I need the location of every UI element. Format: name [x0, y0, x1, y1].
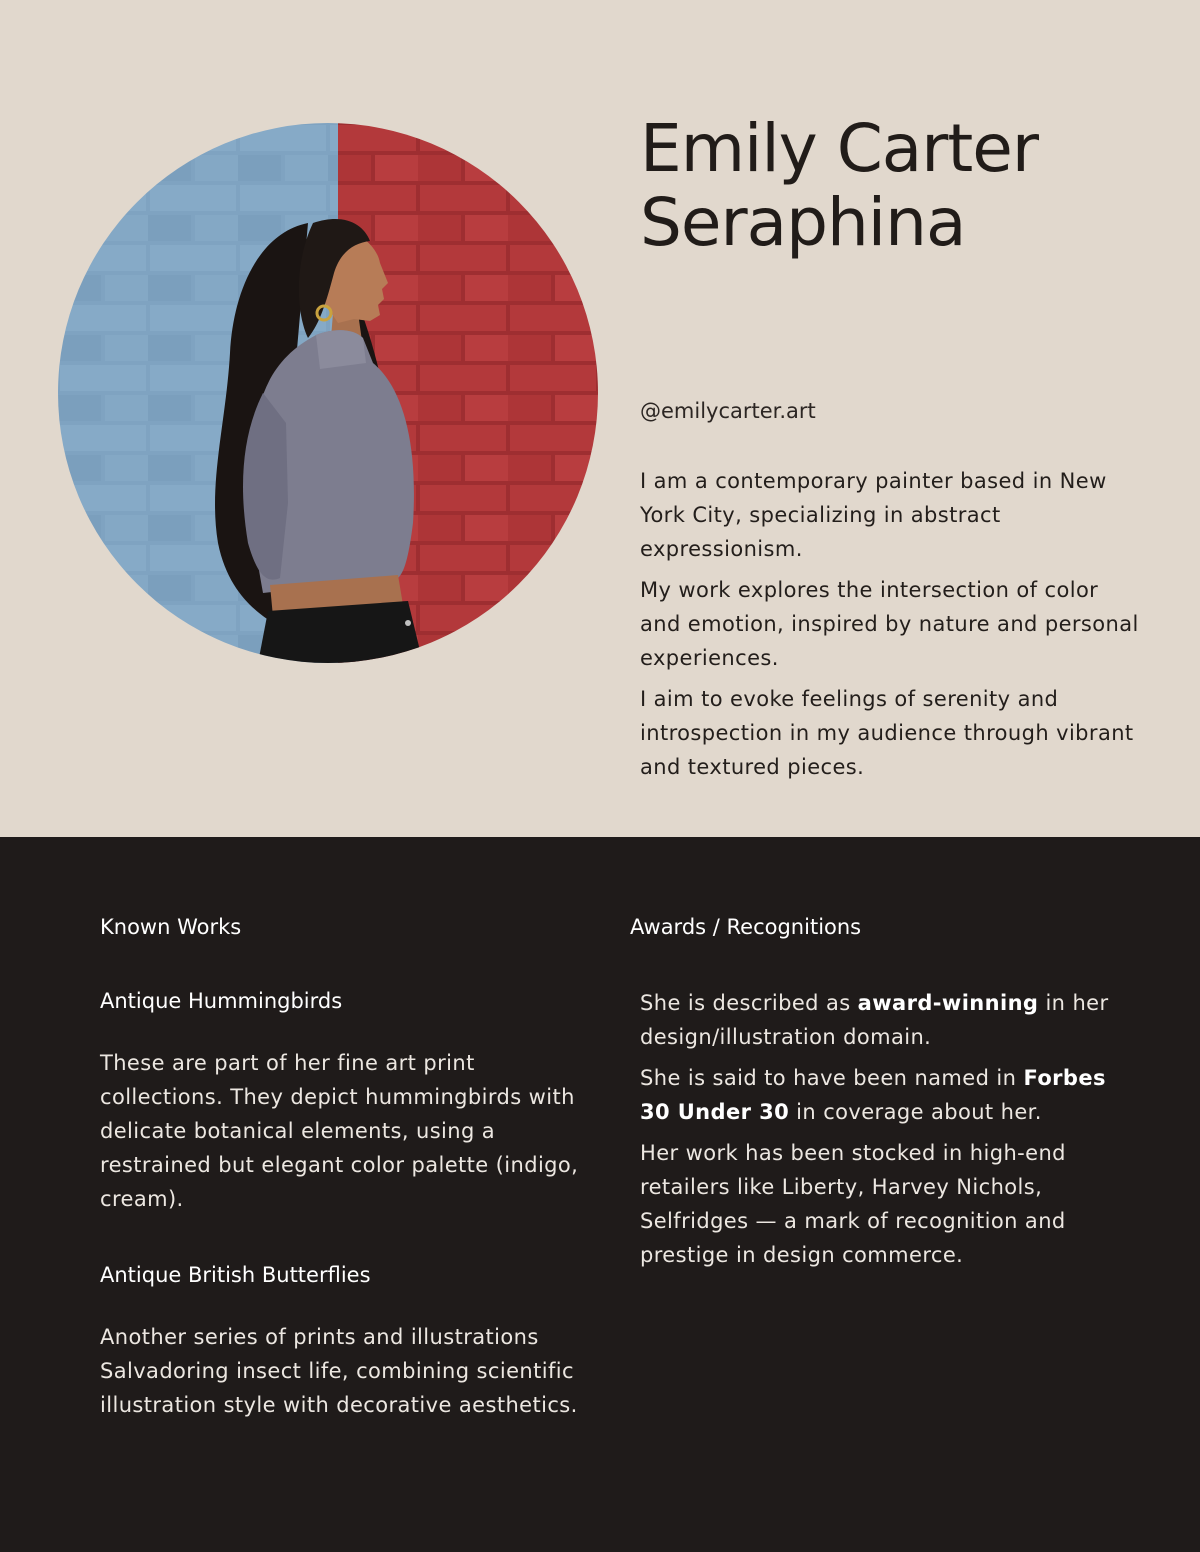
award-text: She is said to have been named in [640, 1066, 1024, 1090]
work-title: Antique Hummingbirds [100, 989, 343, 1013]
artist-name-line-2: Seraphina [640, 184, 966, 261]
bio-paragraph: My work explores the intersection of color and emotion, inspired by nature and personal experiences. [640, 578, 1139, 670]
known-works-column [100, 912, 590, 1422]
award-text: in her design/illustration domain. [640, 991, 1109, 1049]
bio-paragraph: I am a contemporary painter based in New York City, specializing in abstract expressionism. [640, 469, 1107, 561]
artist-name-line-1: Emily Carter [640, 110, 1038, 187]
work-title: Antique British Butterflies [100, 1263, 371, 1287]
artist-name [640, 112, 1160, 260]
awards-column [630, 912, 1140, 1279]
social-handle[interactable]: @emilycarter.art [640, 399, 816, 423]
award-highlight: Forbes 30 Under 30 [640, 1066, 1106, 1124]
award-text: Her work has been stocked in high-end retailers like Liberty, Harvey Nichols, Selfridges — a mark of recognition and prestige in design commerce. [640, 1141, 1066, 1267]
work-description: Another series of prints and illustrations Salvadoring insect life, combining scientific illustration style with decorative aesthetics. [100, 1325, 578, 1417]
awards-list [640, 986, 1140, 1272]
work-description: These are part of her fine art print collections. They depict hummingbirds with delicate botanical elements, using a restrained but elegant color palette (indigo, cream). [100, 1051, 579, 1211]
award-text: in coverage about her. [789, 1100, 1042, 1124]
award-item [640, 1136, 1140, 1272]
bio-paragraph: I aim to evoke feelings of serenity and introspection in my audience through vibrant and textured pieces. [640, 687, 1134, 779]
known-works-heading: Known Works [100, 915, 242, 939]
bio [640, 464, 1140, 791]
portrait-photo [58, 123, 598, 663]
award-item [640, 986, 1140, 1054]
award-item [640, 1061, 1140, 1129]
award-text: She is described as [640, 991, 858, 1015]
award-highlight: award-winning [857, 991, 1039, 1015]
awards-heading: Awards / Recognitions [630, 915, 862, 939]
